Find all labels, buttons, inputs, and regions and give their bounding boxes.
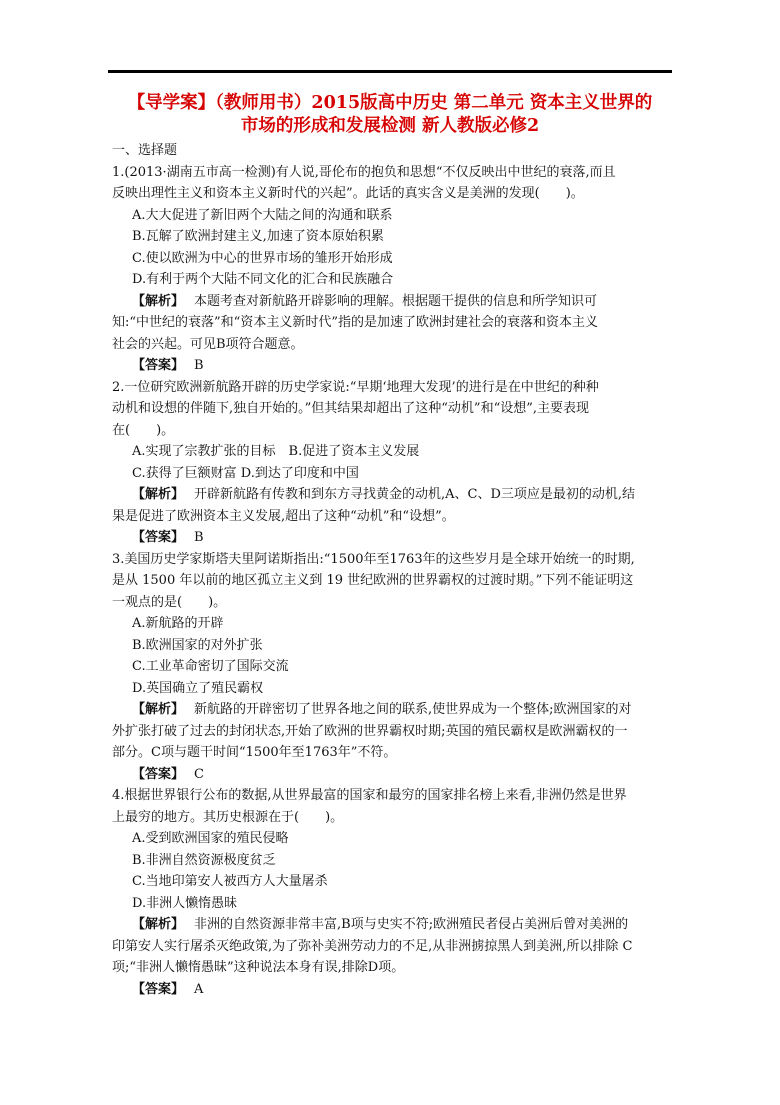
question-stem-line: 4.根据世界银行公布的数据,从世界最富的国家和最穷的国家排名榜上来看,非洲仍然是世界 — [112, 788, 627, 803]
question-stem-line: 在( )。 — [112, 422, 175, 438]
analysis-line: 印第安人实行屠杀灭绝政策,为了弥补美洲劳动力的不足,从非洲掳掠黑人到美洲,所以排除 C — [112, 938, 633, 954]
answer-value: B — [194, 530, 204, 545]
section-heading: 一、选择题 — [112, 143, 178, 158]
title-line-2: 市场的形成和发展检测 新人教版必修2 — [240, 116, 540, 136]
analysis-text: 新航路的开辟密切了世界各地之间的联系,使世界成为一个整体;欧洲国家的对 — [194, 702, 632, 717]
answer-label: 【答案】 — [132, 766, 185, 782]
analysis-line: 项;“非洲人懒惰愚昧”这种说法本身有误,排除D项。 — [112, 960, 405, 975]
option-b: B.欧洲国家的对外扩张 — [132, 637, 263, 653]
analysis-text: 非洲的自然资源非常丰富,B项与史实不符;欧洲殖民者侵占美洲后曾对美洲的 — [194, 917, 629, 932]
analysis-text: 本题考查对新航路开辟影响的理解。根据题干提供的信息和所学知识可 — [194, 293, 598, 309]
question-stem-line: 上最穷的地方。其历史根源在于( )。 — [112, 809, 344, 825]
analysis-label: 【解析】 — [132, 702, 185, 717]
question-stem-line: 是从 1500 年以前的地区孤立主义到 19 世纪欧洲的世界霸权的过渡时期。”下列不能证明这 — [112, 573, 634, 588]
option-b: B.瓦解了欧洲封建主义,加速了资本原始积累 — [132, 229, 384, 244]
option-ab: A.实现了宗教扩张的目标 B.促进了资本主义发展 — [132, 444, 420, 459]
analysis-label: 【解析】 — [132, 917, 185, 932]
answer-line — [112, 527, 672, 549]
answer-label: 【答案】 — [132, 981, 185, 997]
answer-label: 【答案】 — [132, 530, 185, 545]
title-line-1: 【导学案】（教师用书）2015版高中历史 第二单元 资本主义世界的 — [127, 93, 653, 113]
question-stem-line: 3.美国历史学家斯塔夫里阿诺斯指出:“1500年至1763年的这些岁月是全球开始统一的时期, — [112, 551, 635, 567]
answer-line — [112, 764, 672, 786]
question-4 — [112, 785, 672, 1000]
analysis-line: 部分。C项与题干时间“1500年至1763年”不符。 — [112, 745, 397, 760]
question-stem-line: 2.一位研究欧洲新航路开辟的历史学家说:“早期‘地理大发现’的进行是在中世纪的种种 — [112, 379, 599, 395]
analysis-line: 果是促进了欧洲资本主义发展,超出了这种“动机”和“设想”。 — [112, 508, 455, 524]
option-d: D.有利于两个大陆不同文化的汇合和民族融合 — [132, 272, 394, 287]
question-3 — [112, 549, 672, 786]
answer-value: C — [194, 766, 204, 782]
question-2 — [112, 377, 672, 549]
option-c: C.工业革命密切了国际交流 — [132, 659, 289, 674]
analysis-label: 【解析】 — [132, 487, 185, 502]
analysis-line — [112, 699, 672, 721]
answer-line — [112, 979, 672, 1001]
option-a: A.新航路的开辟 — [132, 616, 224, 631]
question-stem-line: 反映出理性主义和资本主义新时代的兴起”。此话的真实含义是美洲的发现( )。 — [112, 186, 584, 201]
analysis-text: 开辟新航路有传教和到东方寻找黄金的动机,A、C、D三项应是最初的动机,结 — [194, 487, 636, 502]
option-b: B.非洲自然资源极度贫乏 — [132, 852, 276, 868]
document-body — [112, 140, 672, 1000]
question-1 — [112, 162, 672, 377]
question-stem-line: 一观点的是( )。 — [112, 594, 227, 610]
analysis-line — [112, 914, 672, 936]
option-d: D.英国确立了殖民霸权 — [132, 680, 264, 696]
header-rule — [108, 70, 672, 73]
document-title — [108, 92, 672, 138]
analysis-line: 外扩张打破了过去的封闭状态,开始了欧洲的世界霸权时期;英国的殖民霸权是欧洲霸权的一 — [112, 723, 628, 739]
option-cd: C.获得了巨额财富 D.到达了印度和中国 — [132, 465, 359, 481]
question-stem-line: 1.(2013·湖南五市高一检测)有人说,哥伦布的抱负和思想“不仅反映出中世纪的衰落,而且 — [112, 164, 616, 180]
option-c: C.当地印第安人被西方人大量屠杀 — [132, 874, 328, 889]
question-stem-line: 动机和设想的伴随下,独自开始的。”但其结果却超出了这种“动机”和“设想”,主要表现 — [112, 401, 589, 416]
analysis-line: 知:“中世纪的衰落”和“资本主义新时代”指的是加速了欧洲封建社会的衰落和资本主义 — [112, 315, 598, 330]
analysis-label: 【解析】 — [132, 293, 185, 309]
option-c: C.使以欧洲为中心的世界市场的雏形开始形成 — [132, 250, 393, 266]
answer-label: 【答案】 — [132, 358, 185, 373]
analysis-line — [112, 291, 672, 313]
analysis-line: 社会的兴起。可见B项符合题意。 — [112, 336, 304, 352]
answer-value: A — [194, 981, 204, 997]
option-d: D.非洲人懒惰愚昧 — [132, 895, 238, 911]
option-a: A.大大促进了新旧两个大陆之间的沟通和联系 — [132, 207, 393, 223]
analysis-line — [112, 484, 672, 506]
option-a: A.受到欧洲国家的殖民侵略 — [132, 831, 289, 846]
answer-value: B — [194, 358, 204, 373]
answer-line — [112, 355, 672, 377]
